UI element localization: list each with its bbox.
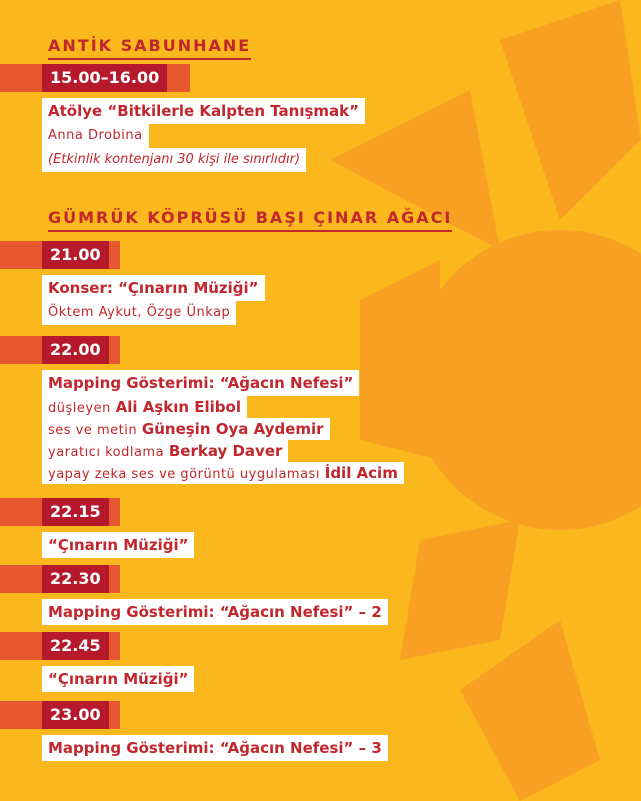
event-person: Anna Drobina xyxy=(42,124,149,148)
time-label: 22.45 xyxy=(42,632,109,660)
section-title-antik-sabunhane: ANTİK SABUNHANE xyxy=(48,36,251,60)
time-bar xyxy=(0,336,120,364)
credit-name: Güneşin Oya Aydemir xyxy=(141,420,324,438)
credit-role: yaratıcı kodlama xyxy=(48,445,165,460)
time-label: 15.00–16.00 xyxy=(42,64,167,92)
time-bar xyxy=(0,64,190,92)
time-bar xyxy=(0,241,120,269)
event-title: “Çınarın Müziği” xyxy=(42,532,194,558)
time-label: 22.15 xyxy=(42,498,109,526)
event-title: “Çınarın Müziği” xyxy=(42,666,194,692)
time-bar xyxy=(0,565,120,593)
event-title: Atölye “Bitkilerle Kalpten Tanışmak” xyxy=(42,98,365,124)
time-label: 23.00 xyxy=(42,701,109,729)
credit-name: İdil Acim xyxy=(324,464,398,482)
section-title-gumruk: GÜMRÜK KÖPRÜSÜ BAŞI ÇINAR AĞACI xyxy=(48,208,452,232)
credit-line xyxy=(42,396,247,418)
credit-name: Berkay Daver xyxy=(168,442,283,460)
event-people: Öktem Aykut, Özge Ünkap xyxy=(42,301,236,325)
event-note: (Etkinlik kontenjanı 30 kişi ile sınırlıdır) xyxy=(42,148,306,172)
credit-name: Ali Aşkın Elibol xyxy=(115,398,241,416)
credit-line xyxy=(42,418,330,440)
credit-role: düşleyen xyxy=(48,401,111,416)
credit-line xyxy=(42,462,404,484)
event-title: Mapping Gösterimi: “Ağacın Nefesi” xyxy=(42,370,359,396)
event-title: Mapping Gösterimi: “Ağacın Nefesi” – 2 xyxy=(42,599,388,625)
credit-line xyxy=(42,440,288,462)
event-title: Konser: “Çınarın Müziği” xyxy=(42,275,265,301)
time-label: 21.00 xyxy=(42,241,109,269)
time-bar xyxy=(0,632,120,660)
time-label: 22.30 xyxy=(42,565,109,593)
credit-role: ses ve metin xyxy=(48,423,138,438)
time-bar xyxy=(0,701,120,729)
time-bar xyxy=(0,498,120,526)
credit-role: yapay zeka ses ve görüntü uygulaması xyxy=(48,467,320,482)
event-title: Mapping Gösterimi: “Ağacın Nefesi” – 3 xyxy=(42,735,388,761)
time-label: 22.00 xyxy=(42,336,109,364)
